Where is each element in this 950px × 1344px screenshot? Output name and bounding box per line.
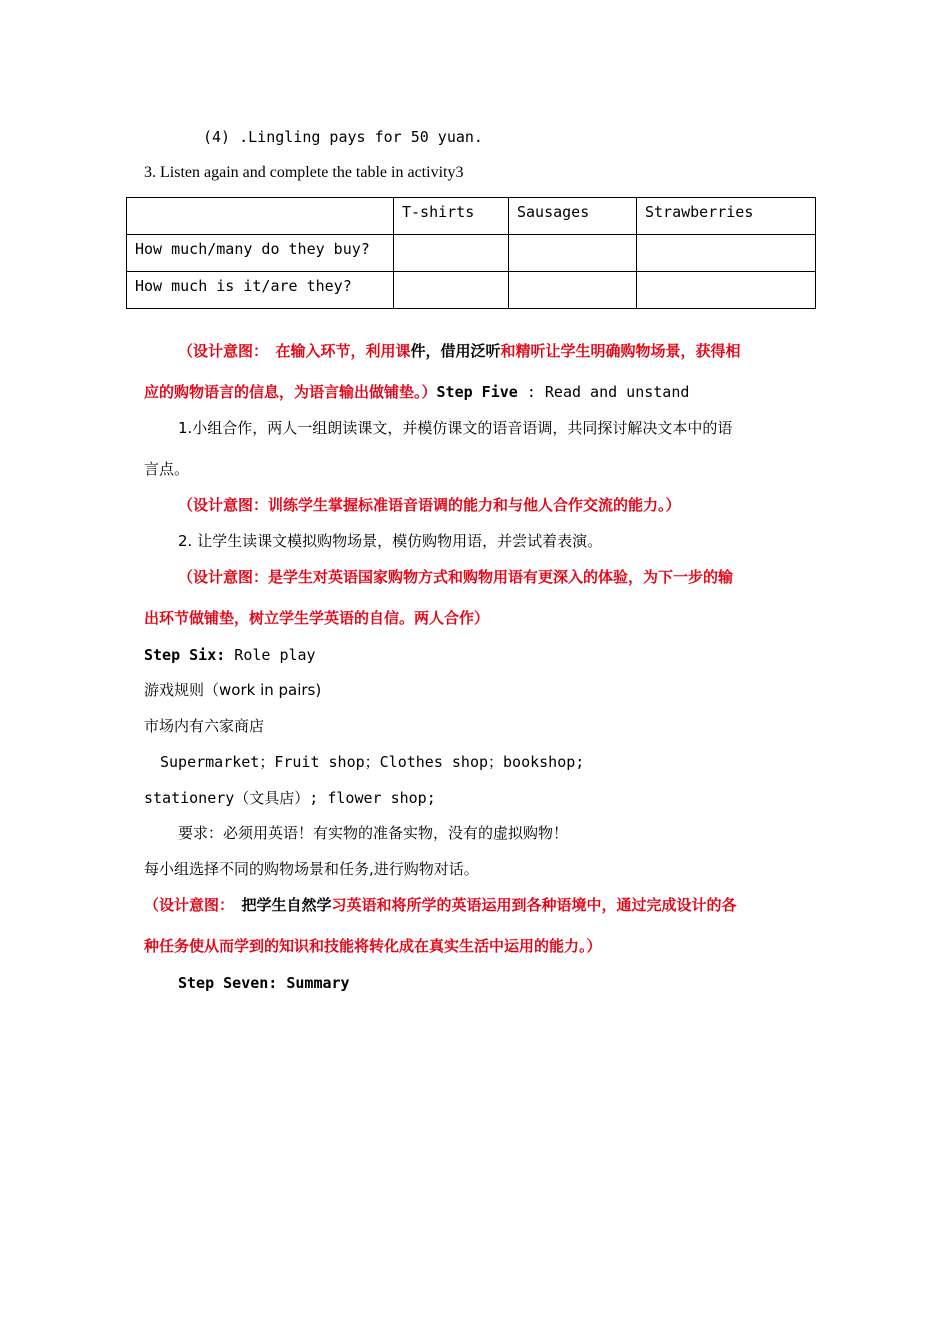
table-cell: [394, 235, 509, 272]
listen-heading: 3. Listen again and complete the table in activity3: [144, 164, 464, 181]
design-intent-1-line1: [178, 341, 741, 362]
design-intent-4-line2: 种任务使从而学到的知识和技能将转化成在真实生活中运用的能力。）: [144, 937, 602, 955]
design-intent-3-line2: 出环节做铺垫，树立学生学英语的自信。两人合作）: [144, 609, 490, 627]
table-cell: [637, 272, 816, 309]
shops-intro: 市场内有六家商店: [144, 717, 265, 735]
intent-text: 应的购物语言的信息，为语言输出做铺垫。）: [144, 383, 437, 401]
intent-text: 习英语和将所学的英语运用到各种语境中，通过完成设计的各: [331, 896, 737, 914]
shops-list-line1: Supermarket；Fruit shop；Clothes shop；bookshop;: [160, 753, 585, 771]
rules-heading: 游戏规则（work in pairs): [144, 681, 322, 699]
table-row: [127, 272, 816, 309]
intent-text: 把学生自然学: [241, 896, 332, 914]
table-cell: How much/many do they buy?: [127, 235, 394, 272]
design-intent-4-line1: [144, 895, 737, 916]
table-cell: How much is it/are they?: [127, 272, 394, 309]
step-six-heading: [144, 645, 316, 665]
step5-item1-line1: 1.小组合作，两人一组朗读课文，并模仿课文的语音语调，共同探讨解决文本中的语: [178, 419, 733, 437]
step5-item1-line2: 言点。: [144, 460, 190, 478]
step-five-label: Step Five: [436, 383, 518, 401]
table-header-cell: T-shirts: [394, 198, 509, 235]
group-task-text: 每小组选择不同的购物场景和任务,进行购物对话。: [144, 860, 479, 878]
step-seven-heading: Step Seven: Summary: [178, 974, 350, 992]
table-cell: [509, 235, 637, 272]
intent-text: 件，借用泛听: [410, 342, 501, 360]
intent-text: （设计意图：: [144, 896, 242, 914]
table-header-row: [127, 198, 816, 235]
table-header-cell: [127, 198, 394, 235]
table-cell: [637, 235, 816, 272]
intent-text: 和精听让学生明确购物场景，获得相: [500, 342, 741, 360]
intent-text: （设计意图： 在输入环节，利用课: [178, 342, 411, 360]
step-five-title: : Read and unstand: [517, 383, 690, 401]
table-header-cell: Strawberries: [637, 198, 816, 235]
activity-table: [126, 197, 816, 309]
step-six-title: Role play: [225, 646, 316, 664]
table-cell: [509, 272, 637, 309]
step-six-label: Step Six:: [144, 646, 226, 664]
design-intent-1-line2: [144, 382, 689, 403]
item-4-text: (4) .Lingling pays for 50 yuan.: [203, 128, 483, 146]
design-intent-2: （设计意图：训练学生掌握标准语音语调的能力和与他人合作交流的能力。）: [178, 496, 681, 514]
design-intent-3-line1: （设计意图：是学生对英语国家购物方式和购物用语有更深入的体验，为下一步的输: [178, 568, 734, 586]
table-cell: [394, 272, 509, 309]
table-header-cell: Sausages: [509, 198, 637, 235]
shops-list-line2: stationery（文具店）; flower shop;: [144, 789, 436, 807]
step5-item2: 2. 让学生读课文模拟购物场景，模仿购物用语，并尝试着表演。: [178, 532, 603, 550]
requirement-text: 要求：必须用英语！有实物的准备实物，没有的虚拟购物！: [178, 824, 569, 842]
table-row: [127, 235, 816, 272]
